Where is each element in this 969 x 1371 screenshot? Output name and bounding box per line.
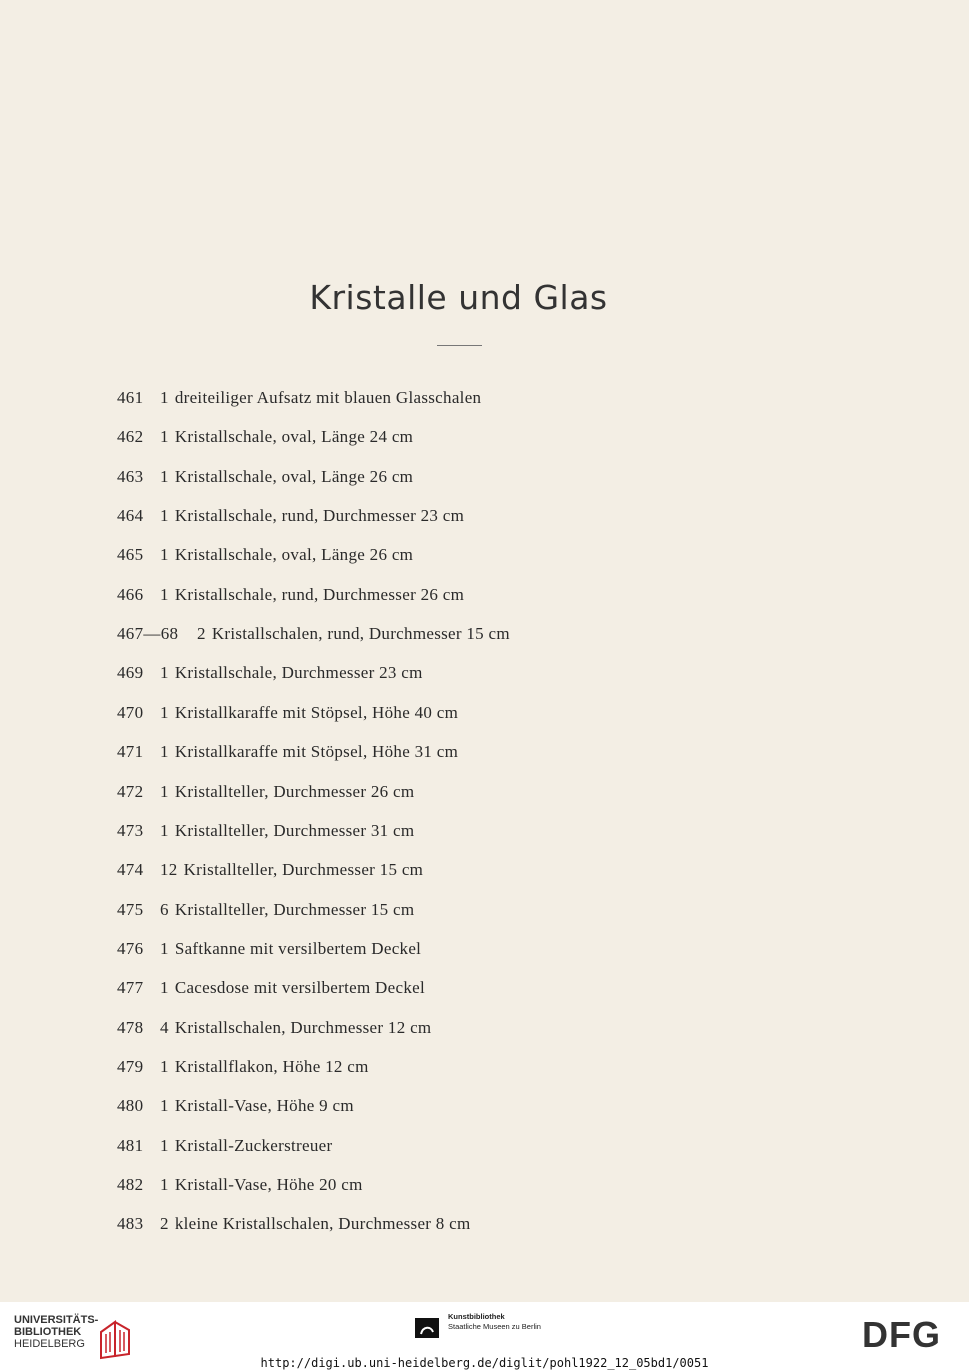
ub-logo-line: HEIDELBERG: [14, 1338, 85, 1350]
entry-number: 481: [117, 1135, 144, 1155]
catalog-entry: [117, 781, 414, 803]
entry-quantity: 1: [160, 427, 169, 447]
catalog-entry: [117, 938, 421, 960]
entry-number: 471: [117, 742, 144, 762]
entry-quantity: 1: [160, 466, 169, 486]
entry-description: Kristallschale, oval, Länge 24 cm: [174, 427, 414, 447]
catalog-entry: [117, 544, 413, 566]
catalog-entry: [117, 1056, 369, 1078]
entry-number: 477: [117, 978, 144, 998]
entry-quantity: 1: [160, 820, 169, 840]
entry-description: Kristallschalen, Durchmesser 12 cm: [174, 1017, 432, 1037]
entry-number: 466: [117, 584, 144, 604]
entry-quantity: 1: [160, 1135, 169, 1155]
catalog-entry: [117, 1017, 431, 1039]
entry-number: 472: [117, 781, 144, 801]
catalog-entry: [117, 820, 414, 842]
entry-quantity: 1: [160, 978, 169, 998]
ub-heidelberg-logo[interactable]: [14, 1314, 144, 1360]
entry-description: Kristall-Vase, Höhe 9 cm: [174, 1096, 354, 1116]
catalog-entry: [117, 1135, 332, 1157]
entry-description: Kristallschale, oval, Länge 26 cm: [174, 545, 414, 565]
entry-number: 464: [117, 506, 144, 526]
entry-quantity: 1: [160, 388, 169, 407]
entry-number: 476: [117, 938, 144, 958]
entry-description: Kristallteller, Durchmesser 15 cm: [183, 860, 424, 880]
entry-number: 483: [117, 1214, 144, 1234]
catalog-entry: [117, 702, 458, 724]
entry-number: 462: [117, 427, 144, 447]
catalog-entry: [117, 466, 413, 488]
entry-quantity: 1: [160, 584, 169, 604]
entry-number: 480: [117, 1096, 144, 1116]
catalog-entry: [117, 977, 425, 999]
entry-description: Kristallschale, oval, Länge 26 cm: [174, 466, 414, 486]
page-title: Kristalle und Glas: [309, 278, 608, 317]
ub-emblem-icon: [97, 1318, 133, 1360]
entry-number: 473: [117, 820, 144, 840]
entry-quantity: 4: [160, 1017, 169, 1037]
entry-description: Kristallschale, rund, Durchmesser 26 cm: [174, 584, 465, 604]
entry-quantity: 1: [160, 702, 169, 722]
entry-description: Kristallkaraffe mit Stöpsel, Höhe 31 cm: [174, 742, 459, 762]
entry-number: 479: [117, 1056, 144, 1076]
dfg-logo[interactable]: DFG: [862, 1314, 941, 1355]
catalog-entry: [117, 584, 464, 606]
entry-quantity: 1: [160, 1096, 169, 1116]
viewer-footer: [0, 1302, 969, 1371]
catalog-entry: [117, 1174, 363, 1196]
entry-number: 465: [117, 545, 144, 565]
kunstbibliothek-subtitle: Staatliche Museen zu Berlin: [448, 1322, 541, 1331]
catalog-entry: [117, 1213, 471, 1235]
catalog-entry: [117, 741, 458, 763]
entry-description: Kristall-Zuckerstreuer: [174, 1135, 333, 1155]
kunstbibliothek-name: Kunstbibliothek: [448, 1312, 505, 1321]
catalog-entry: [117, 662, 423, 684]
entry-number: 469: [117, 663, 144, 683]
entry-quantity: 1: [160, 938, 169, 958]
entry-quantity: 1: [160, 545, 169, 565]
page-url[interactable]: http://digi.ub.uni-heidelberg.de/diglit/pohl1922_12_05bd1/0051: [260, 1356, 709, 1370]
entry-number: 470: [117, 702, 144, 722]
catalog-entry: [117, 859, 423, 881]
entry-number: 463: [117, 466, 144, 486]
catalog-entry: [117, 426, 413, 448]
entry-description: dreiteiliger Aufsatz mit blauen Glasschalen: [174, 388, 482, 407]
entry-description: Kristallteller, Durchmesser 31 cm: [174, 820, 415, 840]
catalog-entry: [117, 505, 464, 527]
entry-number: 475: [117, 899, 144, 919]
catalog-entry: [117, 623, 510, 645]
entry-number: 474: [117, 860, 144, 880]
catalog-entry: [117, 1095, 354, 1117]
entry-quantity: 1: [160, 781, 169, 801]
entry-description: Kristallschalen, rund, Durchmesser 15 cm: [211, 624, 510, 644]
entry-description: Kristall-Vase, Höhe 20 cm: [174, 1175, 363, 1194]
entry-description: Kristallteller, Durchmesser 26 cm: [174, 781, 415, 801]
entry-quantity: 2: [197, 624, 206, 644]
entry-description: Kristallteller, Durchmesser 15 cm: [174, 899, 415, 919]
catalog-entry: [117, 387, 481, 409]
entry-description: Saftkanne mit versilbertem Deckel: [174, 938, 422, 958]
entry-quantity: 1: [160, 506, 169, 526]
entry-quantity: 1: [160, 1056, 169, 1076]
entry-number: 467—68: [117, 624, 179, 644]
ub-logo-line: UNIVERSITÄTS-: [14, 1314, 99, 1326]
catalog-entry: [117, 899, 414, 921]
entry-quantity: 2: [160, 1214, 169, 1234]
entry-quantity: 1: [160, 1175, 169, 1194]
entry-number: 478: [117, 1017, 144, 1037]
entry-description: Cacesdose mit versilbertem Deckel: [174, 978, 425, 998]
entry-description: Kristallschale, rund, Durchmesser 23 cm: [174, 506, 465, 526]
entry-quantity: 6: [160, 899, 169, 919]
entry-description: Kristallflakon, Höhe 12 cm: [174, 1056, 369, 1076]
kunstbibliothek-emblem-icon: [413, 1316, 441, 1340]
ub-logo-line: BIBLIOTHEK: [14, 1326, 82, 1338]
entry-number: 482: [117, 1175, 144, 1194]
entry-description: Kristallschale, Durchmesser 23 cm: [174, 663, 423, 683]
entry-description: kleine Kristallschalen, Durchmesser 8 cm: [174, 1214, 471, 1234]
entry-quantity: 1: [160, 742, 169, 762]
entry-description: Kristallkaraffe mit Stöpsel, Höhe 40 cm: [174, 702, 459, 722]
entry-number: 461: [117, 388, 144, 407]
entry-quantity: 1: [160, 663, 169, 683]
entry-quantity: 12: [160, 860, 178, 880]
